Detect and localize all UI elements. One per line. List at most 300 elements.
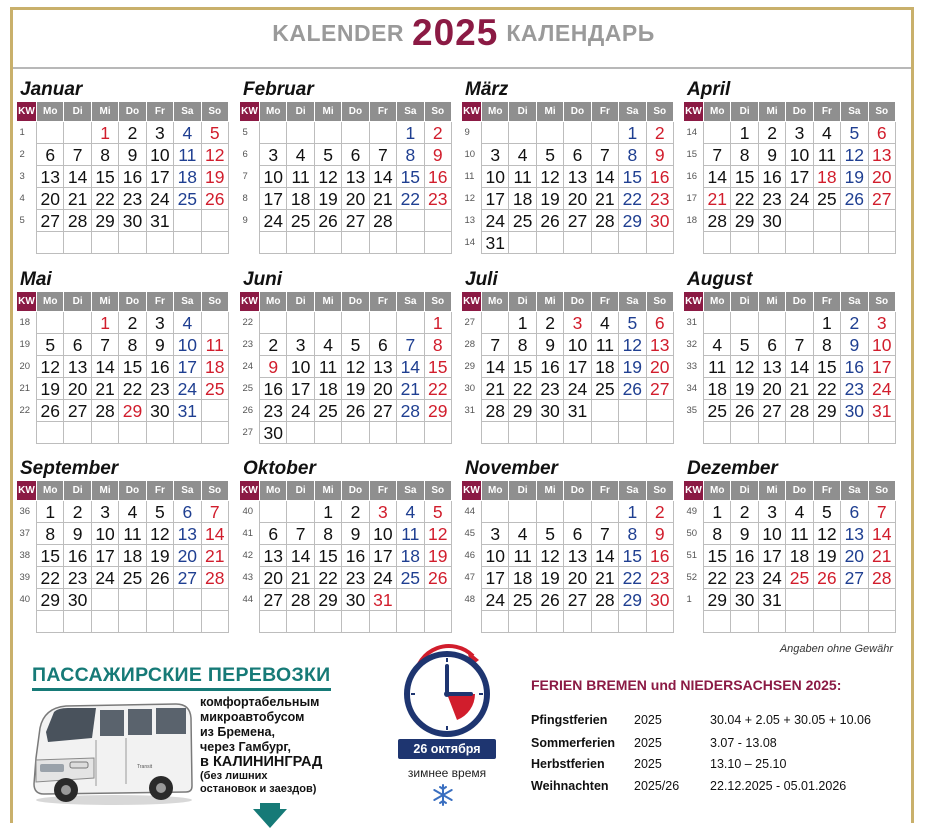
week-row [17, 523, 229, 545]
day-cell-empty [37, 312, 64, 334]
day-cell: 12 [342, 356, 369, 378]
day-cell: 14 [591, 166, 618, 188]
day-cell: 3 [482, 144, 509, 166]
day-cell: 25 [786, 567, 813, 589]
day-cell: 27 [342, 210, 369, 232]
ferien-year: 2025/26 [634, 779, 680, 793]
day-cell-empty [619, 232, 646, 254]
week-number: 47 [464, 571, 476, 583]
day-cell: 1 [91, 122, 118, 144]
day-cell: 22 [704, 567, 731, 589]
day-cell: 19 [619, 356, 646, 378]
ferien-name: Herbstferien [531, 757, 605, 771]
day-cell-empty [369, 232, 396, 254]
day-cell-empty [704, 611, 731, 633]
day-cell: 29 [731, 210, 758, 232]
week-row [240, 188, 452, 210]
weekday-header: Di [64, 481, 91, 501]
week-number: 2 [19, 148, 25, 160]
weekday-header: Mo [482, 481, 509, 501]
down-arrow-icon [253, 809, 287, 828]
day-cell: 7 [591, 144, 618, 166]
day-cell-empty [424, 611, 451, 633]
day-cell: 16 [646, 166, 673, 188]
day-cell: 14 [868, 523, 895, 545]
day-cell: 12 [536, 545, 563, 567]
day-cell: 30 [646, 589, 673, 611]
weekday-header: Do [564, 102, 591, 122]
day-cell: 10 [868, 334, 895, 356]
day-cell: 19 [37, 378, 64, 400]
day-cell: 25 [397, 567, 424, 589]
day-cell: 23 [260, 400, 287, 422]
day-cell: 27 [841, 567, 868, 589]
weekday-header: Mo [37, 292, 64, 312]
day-cell: 13 [342, 166, 369, 188]
day-cell: 4 [591, 312, 618, 334]
day-cell-empty [509, 232, 536, 254]
week-number: 39 [19, 571, 31, 583]
weekday-header: Mo [260, 481, 287, 501]
day-cell: 6 [260, 523, 287, 545]
day-cell: 30 [536, 400, 563, 422]
day-cell: 18 [704, 378, 731, 400]
day-cell: 30 [731, 589, 758, 611]
day-cell-empty [260, 232, 287, 254]
kw-header: KW [684, 292, 704, 312]
day-cell: 2 [841, 312, 868, 334]
week-row [462, 567, 674, 589]
week-row [462, 400, 674, 422]
day-cell: 14 [786, 356, 813, 378]
day-cell: 23 [64, 567, 91, 589]
day-cell-empty [260, 122, 287, 144]
day-cell: 29 [619, 210, 646, 232]
week-row [240, 378, 452, 400]
day-cell: 1 [37, 501, 64, 523]
day-cell-empty [174, 422, 201, 444]
week-row [462, 188, 674, 210]
day-cell: 13 [260, 545, 287, 567]
weekday-header: Mi [314, 102, 341, 122]
day-cell: 12 [37, 356, 64, 378]
day-cell: 25 [509, 210, 536, 232]
day-cell: 17 [482, 567, 509, 589]
day-cell: 5 [342, 334, 369, 356]
week-row [462, 232, 674, 254]
day-cell-empty [287, 611, 314, 633]
day-cell: 12 [536, 166, 563, 188]
weekday-header: Sa [397, 481, 424, 501]
week-number: 14 [464, 236, 476, 248]
day-cell-empty [564, 232, 591, 254]
day-cell: 2 [119, 312, 146, 334]
day-cell-empty [287, 501, 314, 523]
week-row [240, 334, 452, 356]
week-number: 24 [242, 360, 254, 372]
weekday-header: Do [786, 481, 813, 501]
week-number: 12 [464, 192, 476, 204]
weekday-header: Fr [146, 102, 173, 122]
day-cell: 18 [119, 545, 146, 567]
day-cell-empty [482, 122, 509, 144]
day-cell: 1 [704, 501, 731, 523]
day-cell-empty [287, 422, 314, 444]
day-cell: 18 [287, 188, 314, 210]
week-row [17, 611, 229, 633]
week-row [240, 232, 452, 254]
day-cell: 13 [564, 545, 591, 567]
day-cell: 15 [619, 166, 646, 188]
day-cell-empty [314, 422, 341, 444]
ad-line: микроавтобусом [200, 710, 305, 724]
day-cell: 14 [287, 545, 314, 567]
day-cell: 10 [287, 356, 314, 378]
day-cell: 16 [646, 545, 673, 567]
day-cell: 7 [369, 144, 396, 166]
day-cell: 8 [731, 144, 758, 166]
weekday-header: So [201, 481, 228, 501]
month-6 [461, 269, 674, 444]
day-cell: 19 [424, 545, 451, 567]
week-row [684, 188, 896, 210]
day-cell: 8 [397, 144, 424, 166]
day-cell: 6 [564, 523, 591, 545]
day-cell-empty [536, 611, 563, 633]
day-cell: 2 [758, 122, 785, 144]
day-cell-empty [201, 422, 228, 444]
day-cell: 11 [314, 356, 341, 378]
day-cell: 9 [64, 523, 91, 545]
day-cell: 6 [342, 144, 369, 166]
day-cell: 14 [201, 523, 228, 545]
month-name: März [465, 79, 509, 100]
day-cell: 13 [64, 356, 91, 378]
week-number: 36 [19, 505, 31, 517]
day-cell: 30 [146, 400, 173, 422]
day-cell-empty [91, 589, 118, 611]
day-cell: 20 [342, 188, 369, 210]
day-cell-empty [564, 122, 591, 144]
week-number: 43 [242, 571, 254, 583]
clock-date-badge: 26 октября [398, 739, 496, 759]
day-cell: 2 [64, 501, 91, 523]
day-cell: 4 [704, 334, 731, 356]
day-cell-empty [91, 611, 118, 633]
ferien-name: Sommerferien [531, 736, 616, 750]
day-cell: 22 [397, 188, 424, 210]
week-row [240, 312, 452, 334]
week-row [240, 210, 452, 232]
day-cell: 24 [260, 210, 287, 232]
month-table [239, 101, 452, 254]
day-cell: 16 [119, 166, 146, 188]
weekday-header: So [868, 481, 895, 501]
week-row [17, 188, 229, 210]
day-cell: 29 [509, 400, 536, 422]
week-row [17, 312, 229, 334]
day-cell-empty [314, 611, 341, 633]
day-cell: 15 [424, 356, 451, 378]
weekday-header: Fr [369, 292, 396, 312]
week-row [17, 210, 229, 232]
day-cell-empty [731, 232, 758, 254]
week-row [684, 545, 896, 567]
week-number: 11 [464, 170, 475, 182]
day-cell: 12 [619, 334, 646, 356]
month-5 [239, 269, 452, 444]
weekday-header: Mi [536, 102, 563, 122]
kw-header: KW [240, 102, 260, 122]
title-year: 2025 [412, 12, 499, 53]
month-name: September [20, 458, 119, 479]
weekday-header: Mo [260, 102, 287, 122]
week-row [462, 312, 674, 334]
month-11 [683, 458, 896, 633]
week-number: 52 [686, 571, 698, 583]
day-cell: 16 [342, 545, 369, 567]
day-cell-empty [619, 611, 646, 633]
day-cell-empty [536, 232, 563, 254]
ferien-dates: 30.04 + 2.05 + 30.05 + 10.06 [710, 713, 871, 727]
day-cell: 9 [146, 334, 173, 356]
day-cell-empty [37, 611, 64, 633]
week-row [462, 589, 674, 611]
day-cell-empty [260, 611, 287, 633]
day-cell: 29 [314, 589, 341, 611]
week-number: 28 [464, 338, 476, 350]
day-cell-empty [201, 611, 228, 633]
day-cell: 29 [37, 589, 64, 611]
weekday-header: So [201, 102, 228, 122]
week-row [462, 378, 674, 400]
week-number: 13 [464, 214, 476, 226]
disclaimer: Angaben ohne Gewähr [779, 643, 893, 655]
day-cell-empty [314, 122, 341, 144]
week-row [240, 545, 452, 567]
day-cell: 7 [591, 523, 618, 545]
week-number: 45 [464, 527, 476, 539]
day-cell: 7 [287, 523, 314, 545]
month-name: Oktober [243, 458, 316, 479]
day-cell: 10 [174, 334, 201, 356]
day-cell-empty [591, 400, 618, 422]
day-cell: 25 [813, 188, 840, 210]
week-number: 9 [242, 214, 248, 226]
day-cell: 5 [813, 501, 840, 523]
day-cell: 18 [786, 545, 813, 567]
day-cell: 20 [64, 378, 91, 400]
day-cell-empty [174, 232, 201, 254]
day-cell-empty [731, 422, 758, 444]
day-cell: 1 [91, 312, 118, 334]
day-cell: 28 [201, 567, 228, 589]
month-name: Mai [20, 269, 52, 290]
week-number: 29 [464, 360, 476, 372]
day-cell: 8 [314, 523, 341, 545]
day-cell: 10 [146, 144, 173, 166]
day-cell: 29 [424, 400, 451, 422]
week-row [684, 122, 896, 144]
month-table [461, 480, 674, 633]
weekday-header: Sa [619, 481, 646, 501]
day-cell: 20 [564, 188, 591, 210]
day-cell-empty [201, 210, 228, 232]
weekday-header: Sa [619, 102, 646, 122]
week-number: 5 [19, 214, 25, 226]
weekday-header: Do [786, 292, 813, 312]
weekday-header: Mi [91, 292, 118, 312]
month-table [16, 480, 229, 633]
weekday-header: Fr [813, 292, 840, 312]
day-cell: 14 [591, 545, 618, 567]
day-cell: 12 [841, 144, 868, 166]
day-cell: 26 [536, 210, 563, 232]
month-name: Juni [243, 269, 283, 290]
day-cell: 17 [868, 356, 895, 378]
day-cell: 21 [91, 378, 118, 400]
month-name: August [687, 269, 753, 290]
week-row [240, 589, 452, 611]
day-cell: 24 [786, 188, 813, 210]
day-cell: 24 [482, 210, 509, 232]
week-number-empty [17, 611, 37, 633]
week-number: 3 [19, 170, 25, 182]
day-cell: 23 [841, 378, 868, 400]
kw-header: KW [684, 102, 704, 122]
day-cell: 11 [813, 144, 840, 166]
week-row [240, 122, 452, 144]
day-cell-empty [619, 400, 646, 422]
day-cell-empty [119, 422, 146, 444]
day-cell: 23 [731, 567, 758, 589]
ferien-name: Pfingstferien [531, 713, 608, 727]
day-cell-empty [509, 611, 536, 633]
week-number: 41 [242, 527, 254, 539]
day-cell-empty [342, 232, 369, 254]
day-cell-empty [369, 312, 396, 334]
day-cell: 12 [314, 166, 341, 188]
weekday-header: Di [64, 292, 91, 312]
day-cell-empty [704, 422, 731, 444]
day-cell-empty [397, 589, 424, 611]
week-row [17, 589, 229, 611]
week-row [684, 166, 896, 188]
day-cell-empty [786, 611, 813, 633]
week-row [684, 144, 896, 166]
ad-line: из Бремена, [200, 725, 275, 739]
day-cell: 18 [813, 166, 840, 188]
month-name: April [687, 79, 731, 100]
weekday-header: Sa [174, 292, 201, 312]
day-cell: 1 [619, 122, 646, 144]
ad-line: комфортабельным [200, 695, 320, 709]
day-cell: 26 [424, 567, 451, 589]
day-cell: 3 [260, 144, 287, 166]
week-number: 23 [242, 338, 254, 350]
day-cell: 7 [91, 334, 118, 356]
day-cell: 5 [201, 122, 228, 144]
week-number: 10 [464, 148, 476, 160]
week-row [240, 611, 452, 633]
day-cell: 16 [841, 356, 868, 378]
ad-line: остановок и заездов) [200, 783, 317, 795]
day-cell: 5 [536, 144, 563, 166]
week-number: 1 [686, 593, 692, 605]
week-number: 25 [242, 382, 254, 394]
day-cell: 27 [564, 210, 591, 232]
day-cell: 5 [424, 501, 451, 523]
day-cell-empty [64, 611, 91, 633]
day-cell: 8 [119, 334, 146, 356]
day-cell-empty [646, 611, 673, 633]
weekday-header: Sa [397, 102, 424, 122]
week-number: 46 [464, 549, 476, 561]
day-cell: 12 [813, 523, 840, 545]
day-cell: 8 [509, 334, 536, 356]
day-cell: 2 [646, 122, 673, 144]
day-cell: 9 [260, 356, 287, 378]
day-cell: 22 [314, 567, 341, 589]
week-row [462, 611, 674, 633]
week-number: 17 [686, 192, 698, 204]
day-cell: 8 [91, 144, 118, 166]
week-row [240, 144, 452, 166]
day-cell: 2 [536, 312, 563, 334]
day-cell-empty [786, 589, 813, 611]
month-table [461, 291, 674, 444]
weekday-header: Mo [37, 102, 64, 122]
week-row [17, 545, 229, 567]
week-number: 19 [19, 338, 31, 350]
day-cell: 14 [482, 356, 509, 378]
day-cell-empty [287, 122, 314, 144]
weekday-header: Mi [314, 481, 341, 501]
day-cell-empty [260, 501, 287, 523]
weekday-header: Do [564, 481, 591, 501]
weekday-header: Sa [841, 292, 868, 312]
day-cell: 16 [260, 378, 287, 400]
day-cell: 21 [591, 188, 618, 210]
day-cell-empty [146, 232, 173, 254]
day-cell-empty [841, 422, 868, 444]
day-cell: 3 [91, 501, 118, 523]
week-row [462, 545, 674, 567]
week-number: 27 [464, 316, 476, 328]
weekday-header: So [424, 102, 451, 122]
day-cell: 10 [786, 144, 813, 166]
day-cell: 25 [174, 188, 201, 210]
week-row [684, 422, 896, 444]
day-cell-empty [201, 232, 228, 254]
day-cell: 26 [619, 378, 646, 400]
day-cell: 8 [424, 334, 451, 356]
weekday-header: Sa [174, 481, 201, 501]
day-cell-empty [174, 611, 201, 633]
day-cell: 16 [64, 545, 91, 567]
kw-header: KW [17, 481, 37, 501]
day-cell: 17 [482, 188, 509, 210]
week-number-empty [462, 422, 482, 444]
ferien-name: Weihnachten [531, 779, 609, 793]
day-cell-empty [397, 232, 424, 254]
day-cell-empty [619, 422, 646, 444]
kw-header: KW [462, 481, 482, 501]
day-cell: 19 [536, 188, 563, 210]
weekday-header: Fr [813, 102, 840, 122]
day-cell: 6 [564, 144, 591, 166]
day-cell-empty [813, 422, 840, 444]
